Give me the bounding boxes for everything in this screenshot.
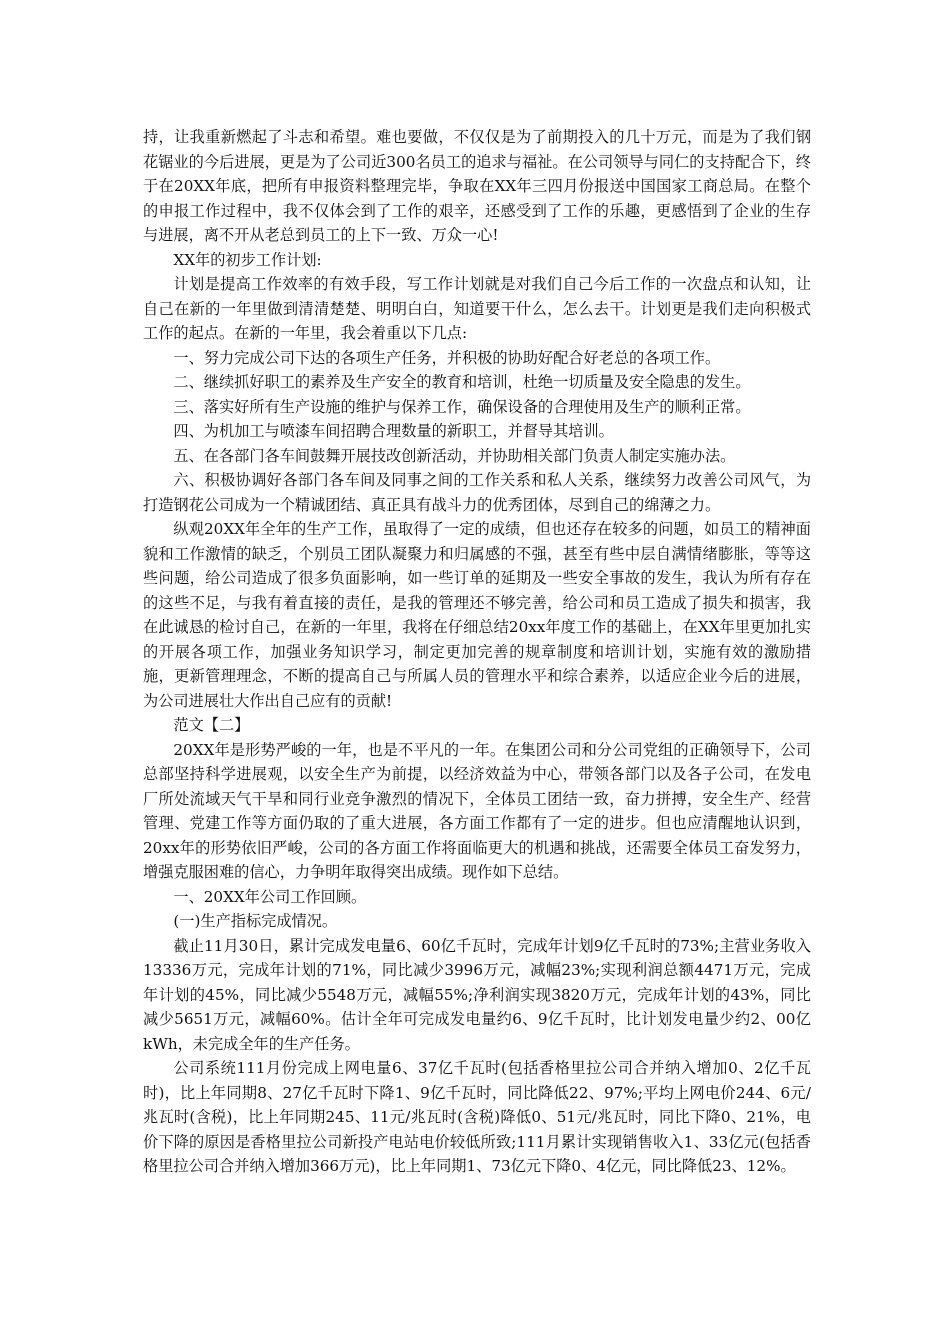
document-body: [143, 125, 811, 1179]
paragraph-review: 纵观20XX年全年的生产工作，虽取得了一定的成绩，但也还存在较多的问题，如员工的精神面貌和工作激情的缺乏，个别员工团队凝聚力和归属感的不强，甚至有些中层自满情绪膨胀，等等这些问题，给公司造成了很多负面影响，如一些订单的延期及一些安全事故的发生，我认为所有存在的这些不足，与我有着直接的责任，是我的管理还不够完善，给公司和员工造成了损失和损害，我在此诚恳的检讨自己，在新的一年里，我将在仔细总结20xx年度工作的基础上，在XX年里更加扎实的开展各项工作，加强业务知识学习，制定更加完善的规章制度和培训计划，实施有效的激励措施，更新管理理念，不断的提高自己与所属人员的管理水平和综合素养，以适应企业今后的进展，为公司进展壮大作出自己应有的贡献!: [143, 520, 811, 710]
paragraph-production-indicators: 截止11月30日，累计完成发电量6、60亿千瓦时，完成年计划9亿千瓦时的73%;主营业务收入13336万元，完成年计划的71%，同比减少3996万元，减幅23%;实现利润总额4471万元，完成年计划的45%，同比减少5548万元，减幅55%;净利润实现3820万元，完成年计划的43%，同比减少5651万元，减幅60%。估计全年可完成发电量约6、9亿千瓦时，比计划发电量少约2、00亿kWh，未完成全年的生产任务。: [143, 936, 811, 1053]
paragraph-plan-heading: XX年的初步工作计划:: [173, 250, 322, 269]
section-heading-sample-2: 范文【二】: [173, 716, 250, 734]
paragraph-plan-intro: 计划是提高工作效率的有效手段，写工作计划就是对我们自己今后工作的一次盘点和认知，让自己在新的一年里做到清清楚楚、明明白白，知道要干什么，怎么去干。计划更是我们走向积极式工作的起点。在新的一年里，我会着重以下几点:: [143, 275, 811, 342]
plan-item-2: 二、继续抓好职工的素养及生产安全的教育和培训，杜绝一切质量及安全隐患的发生。: [173, 373, 751, 391]
section-heading-review: 一、20XX年公司工作回顾。: [173, 887, 367, 906]
plan-item-3: 三、落实好所有生产设施的维护与保养工作，确保设备的合理使用及生产的顺利正常。: [173, 397, 751, 416]
paragraph-sample-2-intro: 20XX年是形势严峻的一年，也是不平凡的一年。在集团公司和分公司党组的正确领导下，公司总部坚持科学进展观，以安全生产为前提，以经济效益为中心，带领各部门以及各子公司，在发电厂所处流域天气干旱和同行业竞争激烈的情况下，全体员工团结一致，奋力拼搏，安全生产、经营管理、党建工作等方面仍取的了重大进展，各方面工作都有了一定的进步。但也应清醒地认识到，20xx年的形势依旧严峻，公司的各方面工作将面临更大的机遇和挑战，还需要全体员工奋发努力，增强克服困难的信心，力争明年取得突出成绩。现作如下总结。: [143, 740, 811, 881]
plan-item-6: 六、积极协调好各部门各车间及同事之间的工作关系和私人关系，继续努力改善公司风气，为打造钢花公司成为一个精诚团结、真正具有战斗力的优秀团体，尽到自己的绵薄之力。: [143, 471, 811, 514]
paragraph-continuation: 持，让我重新燃起了斗志和希望。难也要做，不仅仅是为了前期投入的几十万元，而是为了我们钢花锯业的今后进展，更是为了公司近300名员工的追求与福祉。在公司领导与同仁的支持配合下，终于在20XX年底，把所有申报资料整理完毕，争取在XX年三四月份报送中国国家工商总局。在整个的申报工作过程中，我不仅体会到了工作的艰辛，还感受到了工作的乐趣，更感悟到了企业的生存与进展，离不开从老总到员工的上下一致、万众一心!: [143, 128, 811, 244]
plan-item-5: 五、在各部门各车间鼓舞开展技改创新活动，并协助相关部门负责人制定实施办法。: [173, 446, 736, 465]
subsection-heading-production: (一)生产指标完成情况。: [173, 912, 338, 930]
paragraph-grid-electricity: 公司系统111月份完成上网电量6、37亿千瓦时(包括香格里拉公司合并纳入增加0、2亿千瓦时)，比上年同期8、27亿千瓦时下降1、9亿千瓦时，同比降低22、97%;平均上网电价244、6元/兆瓦时(含税)，比上年同期245、11元/兆瓦时(含税)降低0、51元/兆瓦时，同比下降0、21%，电价下降的原因是香格里拉公司新投产电站电价较低所致;111月累计实现销售收入1、33亿元(包括香格里拉公司合并纳入增加366万元)，比上年同期1、73亿元下降0、4亿元，同比降低23、12%。: [143, 1059, 811, 1175]
plan-item-1: 一、努力完成公司下达的各项生产任务，并积极的协助好配合好老总的各项工作。: [173, 348, 721, 367]
plan-item-4: 四、为机加工与喷漆车间招聘合理数量的新职工，并督导其培训。: [173, 422, 614, 440]
